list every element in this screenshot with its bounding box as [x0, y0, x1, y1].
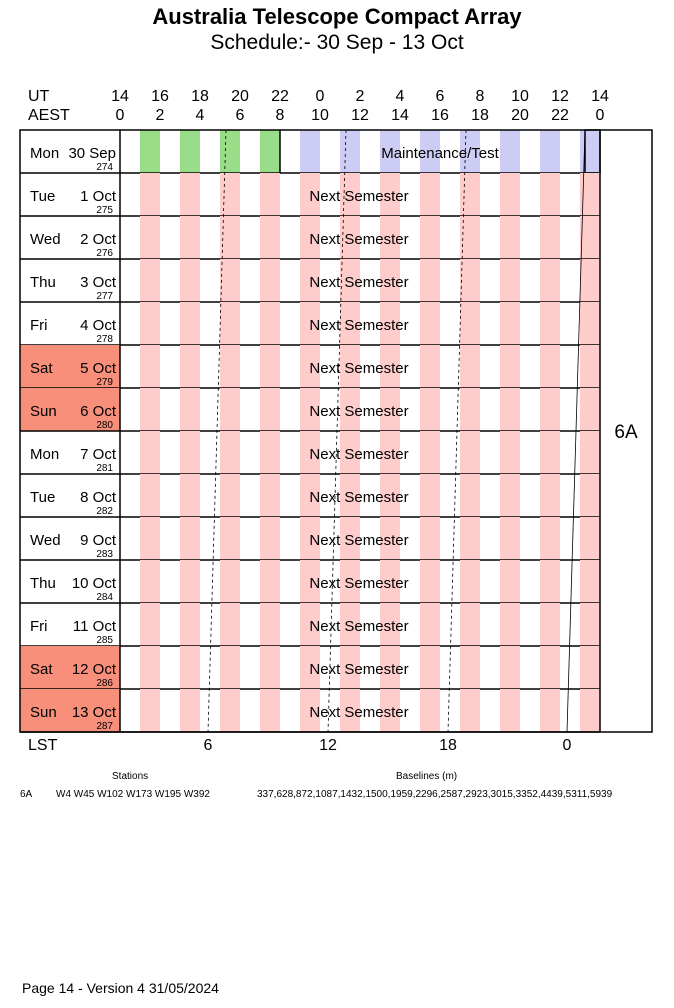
lst-tick: 18 [439, 737, 457, 754]
time-slot-shade [540, 130, 560, 173]
time-slot-shade [220, 689, 240, 732]
time-slot-shade [220, 259, 240, 302]
array-configuration-label: 6A [614, 422, 638, 443]
time-slot-shade [220, 560, 240, 603]
time-slot-shade [420, 259, 440, 302]
time-slot-shade [220, 173, 240, 216]
time-slot-shade [260, 302, 280, 345]
time-slot-shade [420, 173, 440, 216]
aest-tick: 18 [471, 107, 489, 124]
time-slot-shade [180, 646, 200, 689]
time-slot-shade [500, 431, 520, 474]
day-of-year: 287 [96, 721, 113, 732]
schedule-entry-label: Next Semester [309, 317, 409, 334]
time-slot-shade [500, 259, 520, 302]
schedule-entry-label: Next Semester [309, 403, 409, 420]
time-slot-shade [580, 388, 600, 431]
time-slot-shade [140, 560, 160, 603]
day-of-year: 276 [96, 248, 113, 259]
day-of-year: 283 [96, 549, 113, 560]
ut-tick: 14 [111, 88, 129, 105]
time-slot-shade [180, 431, 200, 474]
time-slot-shade [140, 259, 160, 302]
ut-tick: 4 [395, 88, 405, 105]
time-slot-shade [220, 302, 240, 345]
page-subtitle: Schedule:- 30 Sep - 13 Oct [210, 31, 464, 54]
time-slot-shade [220, 474, 240, 517]
day-of-week: Tue [30, 188, 56, 205]
ut-tick: 20 [231, 88, 249, 105]
time-slot-shade [140, 646, 160, 689]
time-slot-shade [540, 173, 560, 216]
aest-tick: 6 [235, 107, 245, 124]
day-of-week: Wed [30, 231, 61, 248]
day-date: 7 Oct [80, 446, 116, 463]
day-of-week: Fri [30, 317, 48, 334]
time-slot-shade [460, 345, 480, 388]
day-date: 12 Oct [71, 661, 116, 678]
time-slot-shade [260, 689, 280, 732]
schedule-entry-label: Next Semester [309, 446, 409, 463]
time-slot-shade [220, 603, 240, 646]
time-slot-shade [500, 173, 520, 216]
aest-tick: 10 [311, 107, 329, 124]
day-of-week: Sat [30, 360, 53, 377]
time-slot-shade [180, 388, 200, 431]
ut-tick: 10 [511, 88, 529, 105]
time-slot-shade [340, 130, 360, 173]
time-slot-shade [220, 646, 240, 689]
time-slot-shade [540, 216, 560, 259]
day-date: 9 Oct [80, 532, 116, 549]
aest-axis-label: AEST [28, 107, 70, 124]
aest-tick: 16 [431, 107, 449, 124]
time-slot-shade [460, 689, 480, 732]
day-of-year: 277 [96, 291, 113, 302]
time-slot-shade [540, 517, 560, 560]
time-slot-shade [140, 431, 160, 474]
time-slot-shade [140, 302, 160, 345]
schedule-entry-label: Next Semester [309, 360, 409, 377]
ut-tick: 18 [191, 88, 209, 105]
time-slot-shade [580, 259, 600, 302]
time-slot-shade [540, 603, 560, 646]
baselines-header: Baselines (m) [396, 771, 458, 782]
ut-tick: 6 [435, 88, 445, 105]
aest-tick: 8 [275, 107, 285, 124]
day-date: 2 Oct [80, 231, 116, 248]
time-slot-shade [420, 431, 440, 474]
time-slot-shade [140, 345, 160, 388]
time-slot-shade [140, 130, 160, 173]
day-of-year: 280 [96, 420, 113, 431]
time-slot-shade [540, 646, 560, 689]
time-slot-shade [140, 173, 160, 216]
ut-tick: 0 [315, 88, 325, 105]
stations-header: Stations [112, 771, 149, 782]
schedule-entry-label: Next Semester [309, 274, 409, 291]
baselines-list: 337,628,872,1087,1432,1500,1959,2296,2587,2923,3015,3352,4439,5311,5939 [257, 789, 613, 800]
time-slot-shade [260, 431, 280, 474]
time-slot-shade [580, 216, 600, 259]
page-footer: Page 14 - Version 4 31/05/2024 [22, 980, 219, 996]
ut-tick: 8 [475, 88, 485, 105]
lst-tick: 6 [203, 737, 213, 754]
time-slot-shade [260, 216, 280, 259]
day-date: 6 Oct [80, 403, 116, 420]
aest-tick: 20 [511, 107, 529, 124]
time-slot-shade [260, 345, 280, 388]
time-slot-shade [540, 689, 560, 732]
day-of-year: 275 [96, 205, 113, 216]
day-date: 4 Oct [80, 317, 116, 334]
time-slot-shade [460, 517, 480, 560]
time-slot-shade [460, 388, 480, 431]
time-slot-shade [260, 259, 280, 302]
time-slot-shade [500, 603, 520, 646]
time-slot-shade [500, 646, 520, 689]
time-slot-shade [580, 345, 600, 388]
aest-tick: 0 [115, 107, 125, 124]
time-slot-shade [580, 646, 600, 689]
aest-tick: 14 [391, 107, 409, 124]
time-slot-shade [220, 388, 240, 431]
day-of-year: 281 [96, 463, 113, 474]
time-slot-shade [180, 302, 200, 345]
time-slot-shade [460, 560, 480, 603]
time-slot-shade [180, 560, 200, 603]
time-slot-shade [420, 560, 440, 603]
time-slot-shade [460, 173, 480, 216]
time-slot-shade [420, 517, 440, 560]
time-slot-shade [420, 474, 440, 517]
time-slot-shade [260, 560, 280, 603]
time-slot-shade [420, 603, 440, 646]
time-slot-shade [140, 603, 160, 646]
day-date: 11 Oct [72, 618, 116, 635]
time-slot-shade [180, 216, 200, 259]
time-slot-shade [260, 388, 280, 431]
time-slot-shade [260, 646, 280, 689]
time-slot-shade [260, 474, 280, 517]
aest-tick: 2 [155, 107, 165, 124]
time-slot-shade [540, 388, 560, 431]
time-slot-shade [580, 431, 600, 474]
day-date: 8 Oct [80, 489, 116, 506]
time-slot-shade [420, 388, 440, 431]
schedule-entry-label: Next Semester [309, 489, 409, 506]
day-of-year: 279 [96, 377, 113, 388]
time-slot-shade [500, 689, 520, 732]
time-slot-shade [580, 560, 600, 603]
time-slot-shade [500, 474, 520, 517]
day-date: 13 Oct [71, 704, 116, 721]
day-of-year: 274 [96, 162, 113, 173]
time-slot-shade [140, 689, 160, 732]
time-slot-shade [180, 259, 200, 302]
aest-tick: 0 [595, 107, 605, 124]
time-slot-shade [260, 130, 280, 173]
time-slot-shade [540, 474, 560, 517]
day-of-week: Thu [30, 274, 56, 291]
ut-tick: 14 [591, 88, 609, 105]
time-slot-shade [580, 517, 600, 560]
time-slot-shade [180, 517, 200, 560]
stations-config: 6A [20, 789, 33, 800]
day-of-week: Wed [30, 532, 61, 549]
time-slot-shade [540, 302, 560, 345]
time-slot-shade [580, 302, 600, 345]
aest-tick: 22 [551, 107, 569, 124]
time-slot-shade [420, 345, 440, 388]
time-slot-shade [180, 173, 200, 216]
page-title: Australia Telescope Compact Array [152, 4, 522, 29]
time-slot-shade [500, 560, 520, 603]
time-slot-shade [500, 302, 520, 345]
time-slot-shade [180, 130, 200, 173]
time-slot-shade [460, 603, 480, 646]
aest-tick: 12 [351, 107, 369, 124]
day-of-year: 284 [96, 592, 113, 603]
schedule-entry-label: Next Semester [309, 188, 409, 205]
time-slot-shade [580, 689, 600, 732]
time-slot-shade [180, 345, 200, 388]
schedule-entry-label: Next Semester [309, 532, 409, 549]
time-slot-shade [500, 130, 520, 173]
day-of-week: Mon [30, 446, 60, 463]
schedule-entry-label: Next Semester [309, 618, 409, 635]
time-slot-shade [460, 474, 480, 517]
stations-list: W4 W45 W102 W173 W195 W392 [56, 789, 210, 800]
ut-tick: 2 [355, 88, 365, 105]
day-date: 3 Oct [80, 274, 116, 291]
time-slot-shade [180, 474, 200, 517]
time-slot-shade [140, 474, 160, 517]
time-slot-shade [500, 216, 520, 259]
day-of-week: Tue [30, 489, 56, 506]
time-slot-shade [420, 216, 440, 259]
schedule-entry-label: Next Semester [309, 231, 409, 248]
day-of-week: Fri [30, 618, 48, 635]
lst-axis-label: LST [28, 737, 58, 754]
ut-axis-label: UT [28, 88, 50, 105]
time-slot-shade [540, 259, 560, 302]
day-of-week: Sun [30, 704, 57, 721]
schedule-entry-label: Next Semester [309, 704, 409, 721]
time-slot-shade [460, 259, 480, 302]
day-of-week: Mon [30, 145, 60, 162]
time-slot-shade [260, 173, 280, 216]
time-slot-shade [460, 431, 480, 474]
aest-tick: 4 [195, 107, 205, 124]
time-slot-shade [180, 603, 200, 646]
time-slot-shade [180, 689, 200, 732]
time-slot-shade [140, 388, 160, 431]
time-slot-shade [300, 130, 320, 173]
schedule-entry-label: Maintenance/Test [381, 145, 499, 162]
time-slot-shade [500, 517, 520, 560]
time-slot-shade [420, 302, 440, 345]
time-slot-shade [420, 689, 440, 732]
day-of-week: Sun [30, 403, 57, 420]
time-slot-shade [140, 517, 160, 560]
time-slot-shade [500, 345, 520, 388]
schedule-entry-label: Next Semester [309, 575, 409, 592]
time-slot-shade [420, 646, 440, 689]
time-slot-shade [540, 345, 560, 388]
time-slot-shade [220, 345, 240, 388]
day-of-year: 286 [96, 678, 113, 689]
time-slot-shade [260, 517, 280, 560]
day-date: 5 Oct [80, 360, 116, 377]
time-slot-shade [580, 130, 600, 173]
lst-tick: 12 [319, 737, 337, 754]
ut-tick: 22 [271, 88, 289, 105]
day-date: 10 Oct [71, 575, 116, 592]
lst-tick: 0 [562, 737, 572, 754]
day-of-year: 285 [96, 635, 113, 646]
time-slot-shade [540, 431, 560, 474]
time-slot-shade [220, 431, 240, 474]
schedule-entry-label: Next Semester [309, 661, 409, 678]
time-slot-shade [540, 560, 560, 603]
time-slot-shade [220, 517, 240, 560]
time-slot-shade [260, 603, 280, 646]
day-of-year: 278 [96, 334, 113, 345]
day-of-year: 282 [96, 506, 113, 517]
day-of-week: Sat [30, 661, 53, 678]
day-date: 1 Oct [80, 188, 116, 205]
time-slot-shade [580, 474, 600, 517]
time-slot-shade [460, 302, 480, 345]
time-slot-shade [140, 216, 160, 259]
time-slot-shade [220, 130, 240, 173]
time-slot-shade [500, 388, 520, 431]
time-slot-shade [460, 646, 480, 689]
day-date: 30 Sep [68, 145, 116, 162]
ut-tick: 12 [551, 88, 569, 105]
day-of-week: Thu [30, 575, 56, 592]
time-slot-shade [580, 603, 600, 646]
ut-tick: 16 [151, 88, 169, 105]
